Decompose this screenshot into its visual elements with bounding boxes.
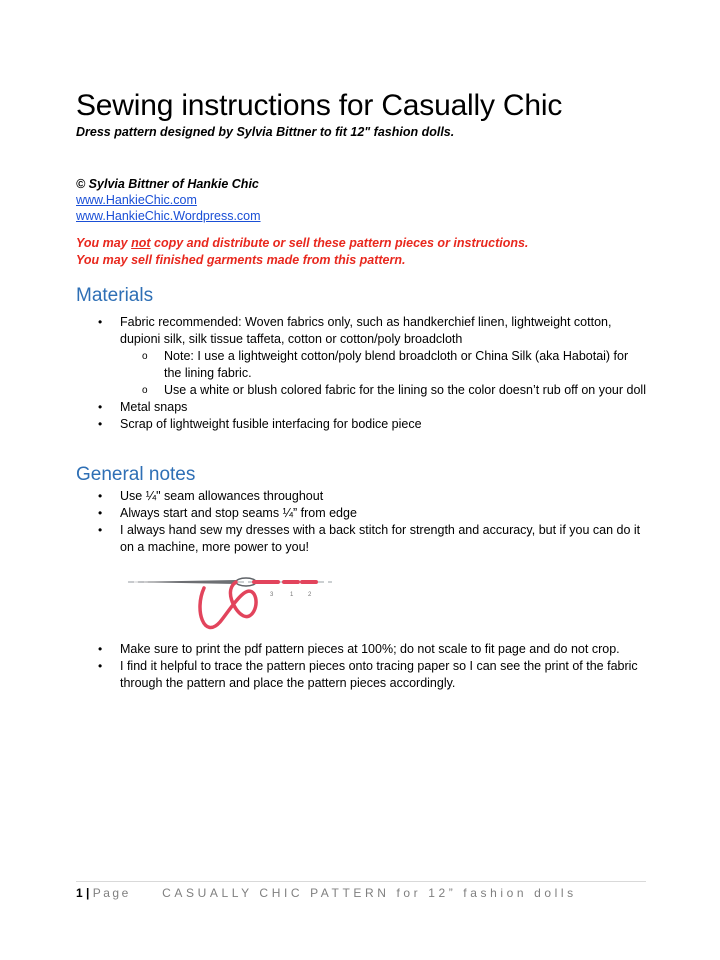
- list-item-text: Metal snaps: [120, 400, 188, 414]
- stitch-label: 2: [308, 592, 312, 598]
- list-item: [76, 416, 646, 433]
- bullet-icon: •: [98, 659, 103, 673]
- page-footer: [76, 885, 577, 901]
- list-item-text: I always hand sew my dresses with a back stitch for strength and accuracy, but if you can do it on a machine, more power to you!: [120, 523, 641, 554]
- bullet-icon: •: [98, 315, 103, 329]
- bullet-icon: •: [98, 642, 103, 656]
- warning-line-1: [76, 235, 528, 252]
- link-hankiechic-wordpress[interactable]: www.HankieChic.Wordpress.com: [76, 209, 261, 223]
- bullet-icon: •: [98, 417, 103, 431]
- sub-bullet-icon: o: [142, 351, 148, 362]
- footer-separator: |: [86, 886, 90, 900]
- thread-loop: [200, 582, 256, 628]
- footer-divider: [76, 881, 646, 882]
- warning-not-word: not: [131, 236, 151, 250]
- copyright-notice: © Sylvia Bittner of Hankie Chic: [76, 177, 259, 191]
- page-number: 1: [76, 886, 83, 900]
- materials-list: [76, 314, 646, 433]
- list-item: [76, 641, 646, 658]
- materials-heading: Materials: [76, 285, 154, 306]
- list-item-text: Use ¼" seam allowances throughout: [120, 489, 324, 503]
- list-item: [76, 314, 646, 399]
- bullet-icon: •: [98, 523, 103, 537]
- list-item: [76, 399, 646, 416]
- sub-list-item: [120, 348, 646, 382]
- list-item-text: I find it helpful to trace the pattern pieces onto tracing paper so I can see the print of the fabric through the pattern and place the pattern pieces accordingly.: [120, 659, 638, 690]
- sub-bullet-icon: o: [142, 385, 148, 396]
- needle-icon: [126, 580, 236, 584]
- list-item: [76, 522, 646, 556]
- list-item-text: Fabric recommended: Woven fabrics only, such as handkerchief linen, lightweight cotton, dupioni silk, silk tissue taffeta, cotton or cotton/poly broadcloth: [120, 315, 612, 346]
- list-item: [76, 658, 646, 692]
- bullet-icon: •: [98, 400, 103, 414]
- list-item-text: Make sure to print the pdf pattern pieces at 100%; do not scale to fit page and do not crop.: [120, 642, 620, 656]
- list-item-text: Always start and stop seams ¼” from edge: [120, 506, 357, 520]
- general-notes-list-continued: [76, 641, 646, 692]
- sub-list-item: [120, 382, 646, 399]
- document-title: Sewing instructions for Casually Chic: [76, 89, 563, 122]
- list-item: [76, 488, 646, 505]
- warning-line-2: You may sell finished garments made from this pattern.: [76, 253, 406, 267]
- warning-line-1-pre: You may: [76, 236, 132, 250]
- sub-list-item-text: Use a white or blush colored fabric for the lining so the color doesn’t rub off on your doll: [164, 383, 646, 397]
- general-notes-list: [76, 488, 646, 556]
- stitch-label: 1: [290, 592, 294, 598]
- stitch-label: 3: [270, 592, 274, 598]
- list-item: [76, 505, 646, 522]
- back-stitch-illustration: [124, 570, 336, 640]
- document-subtitle: Dress pattern designed by Sylvia Bittner to fit 12" fashion dolls.: [76, 125, 455, 139]
- link-hankiechic[interactable]: www.HankieChic.com: [76, 193, 197, 207]
- warning-line-1-post: copy and distribute or sell these pattern pieces or instructions.: [150, 236, 529, 250]
- bullet-icon: •: [98, 506, 103, 520]
- bullet-icon: •: [98, 489, 103, 503]
- general-notes-heading: General notes: [76, 464, 196, 485]
- page-label: Page: [92, 886, 131, 900]
- materials-sublist: [120, 348, 646, 399]
- footer-text: CASUALLY CHIC PATTERN for 12” fashion dolls: [162, 886, 577, 900]
- sub-list-item-text: Note: I use a lightweight cotton/poly blend broadcloth or China Silk (aka Habotai) for the lining fabric.: [164, 349, 629, 380]
- list-item-text: Scrap of lightweight fusible interfacing for bodice piece: [120, 417, 422, 431]
